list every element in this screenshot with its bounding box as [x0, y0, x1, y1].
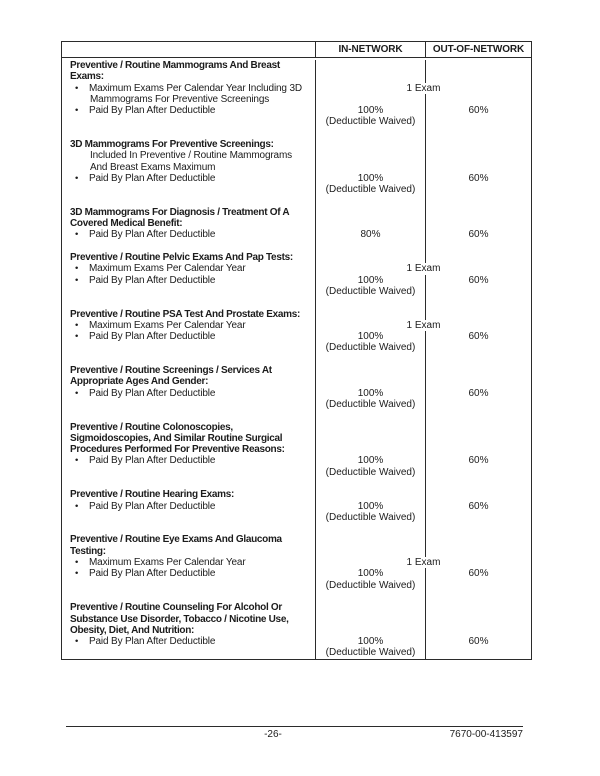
out-of-network-value — [425, 286, 531, 297]
table-row — [62, 150, 531, 161]
description-cell — [62, 501, 315, 512]
description-cell — [62, 625, 315, 636]
benefit-section-heading: 3D Mammograms For Diagnosis / Treatment Of A — [70, 206, 290, 218]
spacer-in-network-cell — [315, 523, 425, 534]
out-of-network-value — [425, 625, 531, 636]
in-network-value — [315, 150, 425, 161]
table-header-in-network: IN-NETWORK — [315, 42, 425, 57]
footer-rule — [66, 726, 523, 727]
description-cell — [62, 286, 315, 297]
out-of-network-value — [425, 467, 531, 478]
spacer-in-network-cell — [315, 128, 425, 139]
out-of-network-value: 60% — [425, 105, 531, 116]
in-network-value: 100% — [315, 173, 425, 184]
benefit-item-label: Paid By Plan After Deductible — [89, 274, 216, 286]
in-network-value — [315, 365, 425, 376]
spacer-description-cell — [62, 354, 315, 365]
in-network-value: (Deductible Waived) — [315, 399, 425, 410]
benefit-section-heading: Sigmoidoscopies, And Similar Routine Surgical — [70, 432, 283, 444]
table-row — [62, 139, 531, 150]
out-of-network-value: 60% — [425, 388, 531, 399]
spacer-in-network-cell — [315, 196, 425, 207]
description-cell — [62, 229, 315, 240]
shared-network-value: 1 Exam — [315, 320, 531, 331]
out-of-network-value — [425, 512, 531, 523]
table-row — [62, 184, 531, 195]
in-network-value: 100% — [315, 331, 425, 342]
in-network-value — [315, 139, 425, 150]
out-of-network-value — [425, 139, 531, 150]
benefit-section-heading: Preventive / Routine Counseling For Alcohol Or — [70, 602, 282, 614]
shared-network-value: 1 Exam — [315, 263, 531, 274]
table-row — [62, 60, 531, 71]
spacer-in-network-cell — [315, 354, 425, 365]
benefit-section-heading: Exams: — [70, 71, 104, 83]
description-cell — [62, 376, 315, 387]
out-of-network-value — [425, 252, 531, 263]
out-of-network-value — [425, 614, 531, 625]
table-header-row — [62, 42, 531, 58]
description-cell — [62, 218, 315, 229]
in-network-value: 100% — [315, 455, 425, 466]
benefit-item-continuation: Mammograms For Preventive Screenings — [90, 93, 270, 105]
out-of-network-value — [425, 399, 531, 410]
table-row — [62, 557, 531, 568]
in-network-value: (Deductible Waived) — [315, 647, 425, 658]
description-cell — [62, 162, 315, 173]
benefit-item-label: Paid By Plan After Deductible — [89, 105, 216, 117]
bullet-icon: • — [75, 636, 79, 648]
table-row — [62, 399, 531, 410]
bullet-icon: • — [75, 82, 79, 94]
bullet-icon: • — [75, 455, 79, 467]
in-network-value: (Deductible Waived) — [315, 580, 425, 591]
in-network-value — [315, 625, 425, 636]
benefit-item-label: Maximum Exams Per Calendar Year — [89, 557, 246, 569]
table-header-out-of-network: OUT-OF-NETWORK — [425, 42, 531, 57]
benefits-table — [61, 41, 532, 660]
description-cell — [62, 116, 315, 127]
description-cell — [62, 388, 315, 399]
table-row — [62, 71, 531, 82]
in-network-value — [315, 433, 425, 444]
table-row — [62, 309, 531, 320]
table-row — [62, 512, 531, 523]
spacer-in-network-cell — [315, 410, 425, 421]
benefit-section-heading: Preventive / Routine Pelvic Exams And Pap Tests: — [70, 252, 293, 264]
description-cell — [62, 546, 315, 557]
out-of-network-value — [425, 647, 531, 658]
description-cell — [62, 422, 315, 433]
out-of-network-value — [425, 184, 531, 195]
out-of-network-value — [425, 94, 531, 105]
table-row — [62, 467, 531, 478]
table-row — [62, 534, 531, 545]
spacer-description-cell — [62, 196, 315, 207]
spacer-in-network-cell — [315, 591, 425, 602]
benefit-section-heading: Preventive / Routine Colonoscopies, — [70, 421, 233, 433]
description-cell — [62, 580, 315, 591]
spacer-in-network-cell — [315, 478, 425, 489]
in-network-value — [315, 218, 425, 229]
spacer-out-of-network-cell — [425, 297, 531, 308]
out-of-network-value: 60% — [425, 455, 531, 466]
description-cell — [62, 263, 315, 274]
table-row-spacer — [62, 354, 531, 365]
out-of-network-value — [425, 444, 531, 455]
in-network-value — [315, 546, 425, 557]
bullet-icon: • — [75, 229, 79, 241]
out-of-network-value: 60% — [425, 275, 531, 286]
spacer-description-cell — [62, 241, 315, 252]
benefit-item-label: Paid By Plan After Deductible — [89, 568, 216, 580]
spacer-out-of-network-cell — [425, 128, 531, 139]
description-cell — [62, 568, 315, 579]
table-row — [62, 365, 531, 376]
benefit-section-heading: Preventive / Routine Hearing Exams: — [70, 489, 235, 501]
description-cell — [62, 139, 315, 150]
table-row — [62, 501, 531, 512]
benefit-item-label: Paid By Plan After Deductible — [89, 636, 216, 648]
table-row — [62, 286, 531, 297]
table-row — [62, 568, 531, 579]
benefit-item-label: Paid By Plan After Deductible — [89, 387, 216, 399]
spacer-description-cell — [62, 591, 315, 602]
bullet-icon: • — [75, 568, 79, 580]
benefit-section-heading: Preventive / Routine PSA Test And Prostate Exams: — [70, 308, 300, 320]
out-of-network-value: 60% — [425, 331, 531, 342]
in-network-value: 100% — [315, 568, 425, 579]
bullet-icon: • — [75, 263, 79, 275]
table-row — [62, 342, 531, 353]
table-row — [62, 614, 531, 625]
benefit-item-label: Paid By Plan After Deductible — [89, 500, 216, 512]
in-network-value — [315, 602, 425, 613]
bullet-icon: • — [75, 387, 79, 399]
bullet-icon: • — [75, 500, 79, 512]
bullet-icon: • — [75, 105, 79, 117]
table-row — [62, 252, 531, 263]
description-cell — [62, 512, 315, 523]
table-row — [62, 602, 531, 613]
spacer-out-of-network-cell — [425, 591, 531, 602]
benefit-section-heading: Covered Medical Benefit: — [70, 218, 183, 230]
in-network-value: (Deductible Waived) — [315, 512, 425, 523]
description-cell — [62, 342, 315, 353]
description-cell — [62, 444, 315, 455]
benefit-section-heading: Preventive / Routine Mammograms And Breast — [70, 60, 280, 71]
out-of-network-value: 60% — [425, 568, 531, 579]
bullet-icon: • — [75, 331, 79, 343]
spacer-in-network-cell — [315, 241, 425, 252]
in-network-value: (Deductible Waived) — [315, 286, 425, 297]
out-of-network-value — [425, 162, 531, 173]
in-network-value: 100% — [315, 636, 425, 647]
out-of-network-value — [425, 218, 531, 229]
out-of-network-value — [425, 580, 531, 591]
in-network-value: (Deductible Waived) — [315, 184, 425, 195]
description-cell — [62, 184, 315, 195]
description-cell — [62, 557, 315, 568]
in-network-value — [315, 71, 425, 82]
in-network-value — [315, 376, 425, 387]
spacer-in-network-cell — [315, 297, 425, 308]
table-row — [62, 636, 531, 647]
table-row — [62, 444, 531, 455]
bullet-icon: • — [75, 274, 79, 286]
out-of-network-value — [425, 71, 531, 82]
table-row — [62, 218, 531, 229]
in-network-value — [315, 309, 425, 320]
in-network-value — [315, 489, 425, 500]
description-cell — [62, 207, 315, 218]
table-row — [62, 275, 531, 286]
benefit-item-label: Paid By Plan After Deductible — [89, 331, 216, 343]
table-row — [62, 376, 531, 387]
out-of-network-value: 60% — [425, 636, 531, 647]
benefit-section-heading: Procedures Performed For Preventive Reasons: — [70, 444, 285, 456]
bullet-icon: • — [75, 172, 79, 184]
table-row — [62, 625, 531, 636]
out-of-network-value — [425, 534, 531, 545]
spacer-out-of-network-cell — [425, 196, 531, 207]
table-row — [62, 489, 531, 500]
benefit-item-label: Maximum Exams Per Calendar Year Including 3D — [89, 82, 302, 94]
description-cell — [62, 71, 315, 82]
out-of-network-value — [425, 546, 531, 557]
benefit-item-label: Paid By Plan After Deductible — [89, 229, 216, 241]
table-row — [62, 207, 531, 218]
in-network-value: 100% — [315, 501, 425, 512]
description-cell — [62, 105, 315, 116]
table-row — [62, 105, 531, 116]
description-cell — [62, 636, 315, 647]
out-of-network-value — [425, 422, 531, 433]
spacer-description-cell — [62, 128, 315, 139]
benefit-item-label: Maximum Exams Per Calendar Year — [89, 319, 246, 331]
description-cell — [62, 173, 315, 184]
benefit-section-heading: Preventive / Routine Screenings / Services At — [70, 365, 272, 377]
benefit-item-label: Maximum Exams Per Calendar Year — [89, 263, 246, 275]
table-row — [62, 83, 531, 94]
out-of-network-value — [425, 342, 531, 353]
benefit-section-heading: 3D Mammograms For Preventive Screenings: — [70, 139, 274, 151]
table-row-spacer — [62, 523, 531, 534]
table-row — [62, 263, 531, 274]
bullet-icon: • — [75, 557, 79, 569]
description-cell — [62, 602, 315, 613]
description-cell — [62, 534, 315, 545]
table-row — [62, 331, 531, 342]
out-of-network-value — [425, 150, 531, 161]
in-network-value — [315, 252, 425, 263]
table-row-spacer — [62, 128, 531, 139]
description-cell — [62, 331, 315, 342]
shared-network-value: 1 Exam — [315, 557, 531, 568]
description-cell — [62, 275, 315, 286]
table-row-spacer — [62, 591, 531, 602]
description-cell — [62, 252, 315, 263]
benefit-section-heading: Obesity, Diet, And Nutrition: — [70, 624, 195, 636]
description-cell — [62, 150, 315, 161]
table-row — [62, 580, 531, 591]
in-network-value: 100% — [315, 388, 425, 399]
spacer-out-of-network-cell — [425, 241, 531, 252]
benefit-item-label: Paid By Plan After Deductible — [89, 455, 216, 467]
out-of-network-value — [425, 602, 531, 613]
table-row-spacer — [62, 478, 531, 489]
in-network-value: (Deductible Waived) — [315, 116, 425, 127]
table-row-spacer — [62, 410, 531, 421]
description-cell — [62, 399, 315, 410]
in-network-value — [315, 422, 425, 433]
benefit-section-heading: Appropriate Ages And Gender: — [70, 376, 209, 388]
out-of-network-value — [425, 376, 531, 387]
spacer-description-cell — [62, 410, 315, 421]
in-network-value: (Deductible Waived) — [315, 467, 425, 478]
in-network-value — [315, 534, 425, 545]
benefit-section-heading: Testing: — [70, 545, 106, 557]
out-of-network-value — [425, 207, 531, 218]
table-row — [62, 116, 531, 127]
benefit-section-heading: Substance Use Disorder, Tobacco / Nicotine Use, — [70, 613, 289, 625]
bullet-icon: • — [75, 319, 79, 331]
spacer-out-of-network-cell — [425, 410, 531, 421]
table-row — [62, 94, 531, 105]
out-of-network-value — [425, 60, 531, 71]
description-cell — [62, 320, 315, 331]
table-row — [62, 173, 531, 184]
table-row — [62, 229, 531, 240]
in-network-value: (Deductible Waived) — [315, 342, 425, 353]
benefit-item-label: Paid By Plan After Deductible — [89, 172, 216, 184]
spacer-description-cell — [62, 523, 315, 534]
table-row — [62, 546, 531, 557]
benefit-item-continuation: Included In Preventive / Routine Mammograms — [90, 150, 292, 162]
out-of-network-value: 60% — [425, 173, 531, 184]
in-network-value: 80% — [315, 229, 425, 240]
page-number: -26- — [264, 729, 282, 740]
spacer-description-cell — [62, 297, 315, 308]
table-row-spacer — [62, 297, 531, 308]
table-body — [62, 58, 531, 659]
document-number: 7670-00-413597 — [449, 729, 523, 740]
description-cell — [62, 94, 315, 105]
spacer-out-of-network-cell — [425, 354, 531, 365]
description-cell — [62, 489, 315, 500]
description-cell — [62, 83, 315, 94]
table-row — [62, 422, 531, 433]
description-cell — [62, 365, 315, 376]
table-row — [62, 388, 531, 399]
in-network-value — [315, 162, 425, 173]
table-row — [62, 455, 531, 466]
description-cell — [62, 614, 315, 625]
out-of-network-value — [425, 309, 531, 320]
out-of-network-value — [425, 116, 531, 127]
table-row — [62, 162, 531, 173]
in-network-value — [315, 614, 425, 625]
in-network-value: 100% — [315, 105, 425, 116]
out-of-network-value: 60% — [425, 229, 531, 240]
out-of-network-value: 60% — [425, 501, 531, 512]
table-header-empty — [62, 42, 315, 57]
description-cell — [62, 467, 315, 478]
in-network-value — [315, 207, 425, 218]
description-cell — [62, 309, 315, 320]
out-of-network-value — [425, 433, 531, 444]
spacer-description-cell — [62, 478, 315, 489]
spacer-out-of-network-cell — [425, 478, 531, 489]
in-network-value — [315, 94, 425, 105]
spacer-out-of-network-cell — [425, 523, 531, 534]
in-network-value — [315, 444, 425, 455]
table-row-spacer — [62, 196, 531, 207]
table-row — [62, 320, 531, 331]
shared-network-value: 1 Exam — [315, 83, 531, 94]
table-row-spacer — [62, 241, 531, 252]
out-of-network-value — [425, 489, 531, 500]
description-cell — [62, 455, 315, 466]
in-network-value: 100% — [315, 275, 425, 286]
table-row — [62, 647, 531, 658]
description-cell — [62, 647, 315, 658]
in-network-value — [315, 60, 425, 71]
out-of-network-value — [425, 365, 531, 376]
benefit-section-heading: Preventive / Routine Eye Exams And Glaucoma — [70, 534, 282, 546]
description-cell — [62, 433, 315, 444]
benefit-item-continuation: And Breast Exams Maximum — [90, 161, 216, 173]
table-row — [62, 433, 531, 444]
description-cell — [62, 60, 315, 71]
